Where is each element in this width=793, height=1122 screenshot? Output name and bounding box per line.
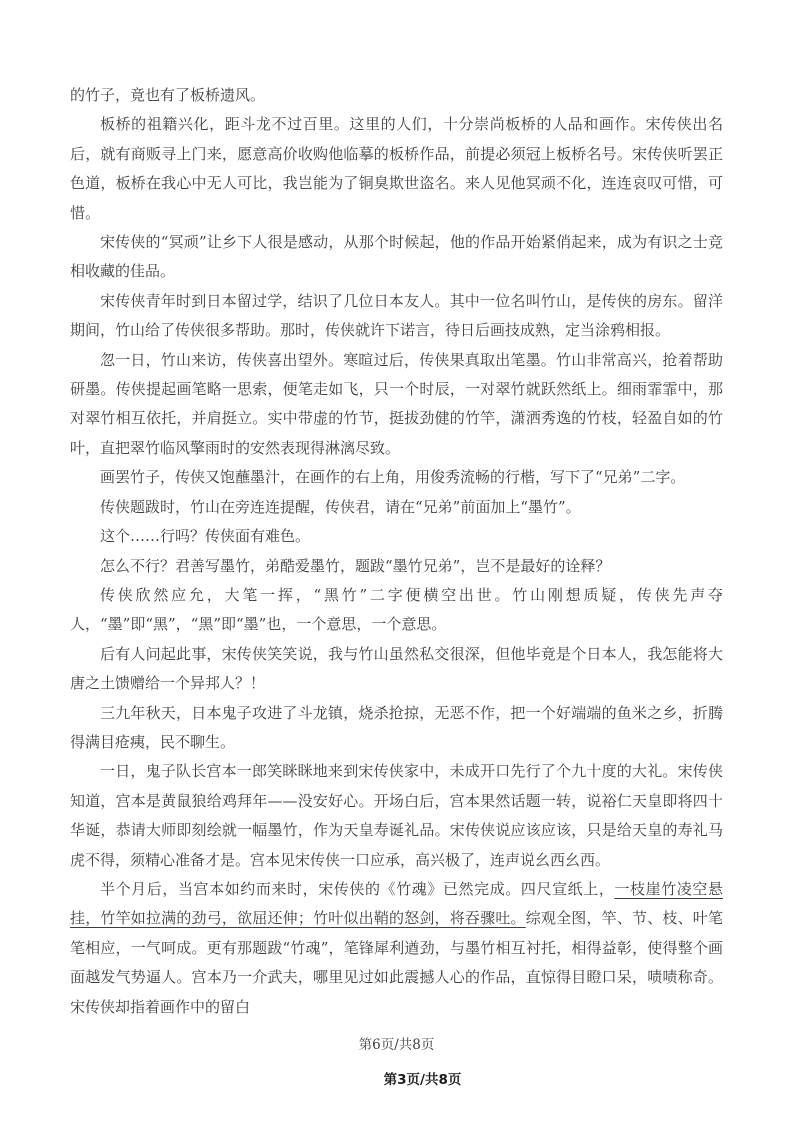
text-segment: 传侠题跋时，竹山在旁连连提醒，传侠君，请在“兄弟”前面加上“墨竹”。 (100, 497, 581, 516)
text-segment: 传侠欣然应允，大笔一挥，“黑竹”二字便横空出世。竹山刚想质疑，传侠先声夺人，“墨”即“黑”，“黑”即“墨”也，一个意思，一个意思。 (70, 585, 723, 634)
text-segment: 这个……行吗？传侠面有难色。 (100, 527, 311, 546)
paragraph (70, 110, 723, 228)
paragraph (70, 463, 723, 492)
underlined-text: 一枝崖竹凌空悬挂，竹竿如拉满的劲弓，欲屈还伸；竹叶似出鞘的怒剑，将吞骤吐。 (70, 879, 723, 928)
paragraph (70, 228, 723, 287)
text-segment: 板桥的祖籍兴化，距斗龙不过百里。这里的人们，十分崇尚板桥的人品和画作。宋传侠出名后，就有商贩寻上门来，愿意高价收购他临摹的板桥作品，前提必须冠上板桥名号。宋传侠听罢正色道，板桥在我心中无人可比，我岂能为了铜臭欺世盗名。来人见他冥顽不化，连连哀叹可惜，可惜。 (70, 115, 723, 222)
paragraph (70, 552, 723, 581)
paragraph (70, 640, 723, 699)
text-segment: 宋传侠的“冥顽”让乡下人很是感动，从那个时候起，他的作品开始紧俏起来，成为有识之士竞相收藏的佳品。 (70, 233, 723, 281)
text-segment: 综观全图，竿、节、枝、叶笔笔相应，一气呵成。更有那题跋“竹魂”，笔锋犀利遒劲，与墨竹相互衬托，相得益彰，使得整个画面越发气势逼人。宫本乃一介武夫，哪里见过如此震撼人心的作品，直惊得目瞪口呆，啧啧称奇。宋传侠却指着画作中的留白 (70, 909, 723, 1016)
text-segment: 画罢竹子，传侠又饱蘸墨汁，在画作的右上角，用俊秀流畅的行楷，写下了“兄弟”二字。 (100, 468, 686, 487)
paragraph (70, 346, 723, 464)
text-segment: 后有人问起此事，宋传侠笑笑说，我与竹山虽然私交很深，但他毕竟是个日本人，我怎能将大唐之土馈赠给一个异邦人？！ (70, 644, 723, 693)
paragraph (70, 287, 723, 346)
text-segment: 半个月后，当宫本如约而来时，宋传侠的《竹魂》已然完成。四尺宣纸上， (100, 879, 615, 898)
text-segment: 的竹子，竟也有了板桥遗风。 (70, 86, 266, 104)
text-segment: 怎么不行？君善写墨竹，弟酷爱墨竹，题跋“墨竹兄弟”，岂不是最好的诠释？ (100, 556, 611, 575)
text-segment: 三九年秋天，日本鬼子攻进了斗龙镇，烧杀抢掠，无恶不作，把一个好端端的鱼米之乡，折腾得满目疮痍，民不聊生。 (70, 703, 723, 751)
paragraph (70, 493, 723, 522)
text-segment: 忽一日，竹山来访，传侠喜出望外。寒暄过后，传侠果真取出笔墨。竹山非常高兴，抢着帮助研墨。传侠提起画笔略一思索，便笔走如飞，只一个时辰，一对翠竹就跃然纸上。细雨霏霏中，那对翠竹相互依托，并肩挺立。实中带虚的竹节，挺拔劲健的竹竿，潇洒秀逸的竹枝，轻盈自如的竹叶，直把翠竹临风擎雨时的安然表现得淋漓尽致。 (70, 350, 723, 457)
paragraph (70, 581, 723, 640)
text-segment: 宋传侠青年时到日本留过学，结识了几位日本友人。其中一位名叫竹山，是传侠的房东。留洋期间，竹山给了传侠很多帮助。那时，传侠就许下诺言，待日后画技成熟，定当涂鸦相报。 (70, 291, 723, 340)
paragraph (70, 522, 723, 551)
page-number-footer: 第3页/共8页 (383, 1072, 462, 1088)
paragraph (70, 81, 723, 110)
document-body (70, 81, 723, 1022)
paragraph (70, 699, 723, 758)
paragraph (70, 757, 723, 875)
paragraph (70, 875, 723, 1022)
text-segment: 一日，鬼子队长宫本一郎笑眯眯地来到宋传侠家中，未成开口先行了个九十度的大礼。宋传侠知道，宫本是黄鼠狼给鸡拜年——没安好心。开场白后，宫本果然话题一转，说裕仁天皇即将四十华诞，恭请大师即刻绘就一幅墨竹，作为天皇寿诞礼品。宋传侠说应该应该，只是给天皇的寿礼马虎不得，须精心准备才是。宫本见宋传侠一口应承，高兴极了，连声说幺西幺西。 (70, 762, 723, 869)
page-number-inline: 第6页/共8页 (358, 1037, 435, 1053)
